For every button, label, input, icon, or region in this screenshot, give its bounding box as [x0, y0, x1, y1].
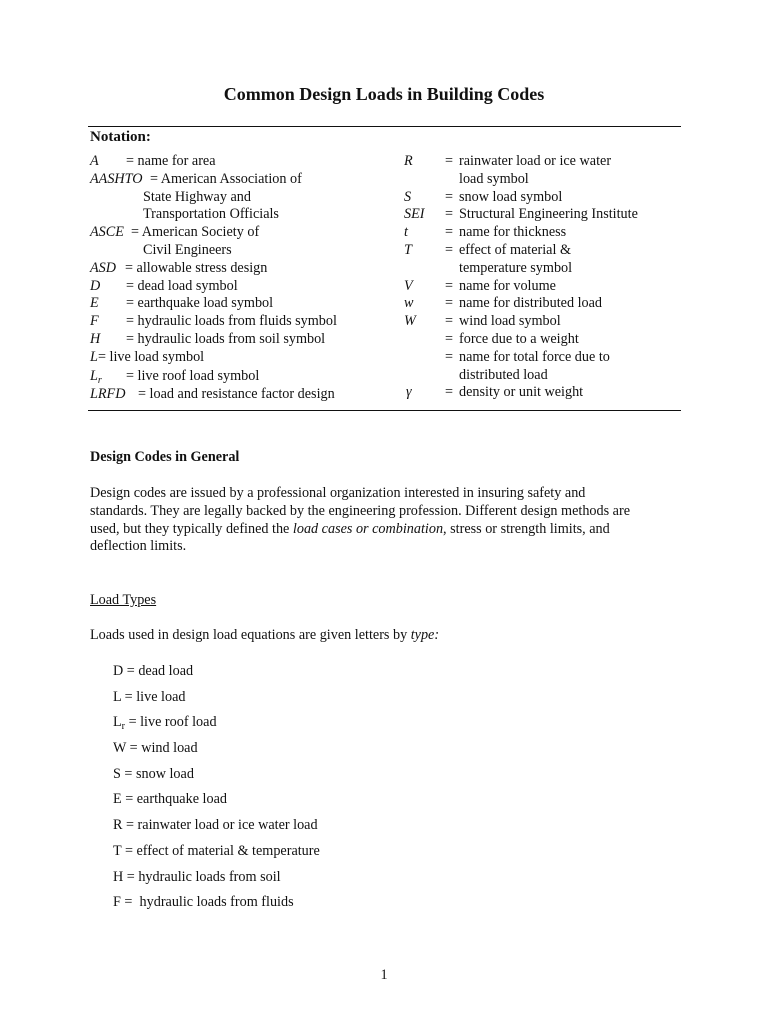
notation-desc: = earthquake load symbol: [126, 295, 274, 312]
notation-desc-continued: Civil Engineers: [143, 241, 232, 258]
list-item: $L_r$ = live roof load: [113, 714, 217, 733]
notation-top-rule: [88, 126, 681, 127]
notation-symbol: AASHTO: [90, 170, 143, 187]
notation-symbol: W: [404, 313, 416, 330]
notation-symbol: SEI: [404, 206, 425, 223]
paragraph-line: Design codes are issued by a professional organization interested in insuring safety and: [90, 485, 586, 501]
notation-entry-h: [90, 331, 400, 349]
notation-entry-w-upper-alt: [404, 331, 694, 349]
notation-desc: = live roof load symbol: [126, 367, 260, 384]
notation-entry-e: [90, 295, 400, 313]
notation-entry-v: [404, 278, 694, 296]
notation-symbol: ASCE: [90, 224, 124, 241]
notation-symbol: R: [404, 153, 413, 169]
notation-symbol: $L_r$: [90, 367, 102, 386]
notation-desc: rainwater load or ice water: [459, 153, 612, 169]
notation-equals: =: [445, 313, 454, 330]
notation-entry-asd: [90, 260, 400, 278]
notation-entry-r: [404, 153, 694, 171]
page-title: Common Design Loads in Building Codes: [223, 84, 545, 104]
notation-desc: = allowable stress design: [125, 259, 268, 276]
notation-desc: = load and resistance factor design: [138, 386, 335, 403]
notation-bottom-rule: [88, 410, 681, 411]
notation-entry-f: [90, 313, 400, 331]
list-item: F = hydraulic loads from fluids: [113, 894, 294, 911]
notation-entry-aashto-cont: [90, 206, 400, 224]
notation-desc-continued: Transportation Officials: [143, 206, 279, 223]
notation-heading: Notation:: [90, 129, 151, 145]
notation-equals: =: [445, 277, 454, 294]
list-item: L = live load: [113, 688, 186, 705]
notation-desc: density or unit weight: [459, 384, 584, 401]
notation-desc: force due to a weight: [459, 330, 579, 347]
notation-desc: snow load symbol: [459, 188, 563, 205]
paragraph-line: deflection limits.: [90, 538, 187, 555]
notation-entry-t-lower: [404, 224, 694, 242]
notation-entry-w-upper: [404, 313, 694, 331]
notation-desc: = hydraulic loads from fluids symbol: [126, 313, 337, 330]
notation-entry-s: [404, 189, 694, 207]
notation-equals: =: [445, 241, 454, 258]
notation-equals: =: [445, 188, 454, 205]
notation-symbol: LRFD: [90, 386, 126, 403]
notation-symbol: t: [404, 224, 408, 241]
notation-equals: =: [445, 224, 454, 241]
notation-symbol: V: [404, 277, 413, 294]
notation-entry-aashto: [90, 171, 400, 189]
notation-desc: = name for area: [126, 153, 216, 169]
notation-symbol: T: [404, 241, 412, 258]
notation-desc: name for volume: [459, 277, 556, 294]
notation-entry-w-cont: [404, 367, 694, 385]
notation-desc: = hydraulic loads from soil symbol: [126, 330, 326, 347]
notation-desc-continued: State Highway and: [143, 188, 251, 205]
notation-entry-aashto-cont: [90, 189, 400, 207]
list-item: R = rainwater load or ice water load: [113, 817, 318, 834]
page-number: 1: [380, 967, 388, 983]
list-item: E = earthquake load: [113, 791, 227, 808]
notation-entry-sei: [404, 206, 694, 224]
notation-desc: = dead load symbol: [126, 277, 238, 294]
notation-entry-lrfd: [90, 386, 400, 404]
section-paragraph: [90, 485, 680, 556]
notation-entry-l: [90, 349, 400, 367]
load-types-intro: Loads used in design load equations are given letters by type:: [90, 627, 440, 643]
notation-entry-d: [90, 278, 400, 296]
notation-desc-continued: distributed load: [459, 366, 548, 383]
notation-equals: =: [445, 206, 454, 223]
emphasis-text: type:: [410, 627, 440, 643]
notation-entry-w-lower: [404, 295, 694, 313]
section-heading: Design Codes in General: [90, 449, 240, 465]
notation-equals: =: [445, 330, 454, 347]
notation-symbol: A: [90, 153, 99, 169]
notation-entry-t-upper: [404, 242, 694, 260]
notation-desc: wind load symbol: [459, 313, 561, 330]
notation-desc: Structural Engineering Institute: [459, 206, 638, 223]
list-item: S = snow load: [113, 765, 194, 782]
notation-desc: name for thickness: [459, 224, 567, 241]
notation-desc: effect of material &: [459, 241, 571, 258]
notation-desc-continued: load symbol: [459, 170, 529, 187]
notation-equals: =: [445, 384, 454, 401]
list-item: W = wind load: [113, 740, 198, 757]
notation-symbol: ASD: [90, 259, 117, 276]
load-types-heading: Load Types: [90, 592, 157, 608]
notation-equals: =: [445, 348, 454, 365]
list-item: T = effect of material & temperature: [113, 842, 320, 859]
notation-equals: =: [445, 295, 454, 312]
notation-equals: =: [445, 153, 454, 169]
notation-symbol: S: [404, 188, 412, 205]
notation-symbol: H: [90, 330, 101, 347]
load-types-list: [113, 662, 320, 919]
notation-desc: = American Association of: [150, 170, 302, 187]
notation-symbol: E: [90, 295, 99, 312]
notation-right-column: [404, 153, 694, 402]
notation-entry-asce: [90, 224, 400, 242]
notation-symbol: w: [404, 295, 414, 312]
notation-desc: name for total force due to: [459, 348, 610, 365]
notation-symbol: F: [90, 313, 99, 330]
notation-desc: name for distributed load: [459, 295, 603, 312]
paragraph-line: standards. They are legally backed by the engineering profession. Different design methods are: [90, 502, 630, 519]
notation-desc: = live load symbol: [98, 348, 205, 365]
list-item: H = hydraulic loads from soil: [113, 868, 281, 885]
notation-left-column: [90, 153, 400, 404]
notation-entry-w-upper-alt2: [404, 349, 694, 367]
notation-symbol: L: [90, 348, 98, 365]
notation-desc-continued: temperature symbol: [459, 259, 573, 276]
notation-symbol: D: [90, 277, 101, 294]
emphasis-text: load cases or combination: [292, 520, 444, 537]
notation-desc: = American Society of: [131, 224, 260, 241]
paragraph-line: used, but they typically defined the load cases or combination, stress or strength limits, and: [90, 520, 610, 537]
list-item: D = dead load: [113, 663, 194, 679]
notation-symbol: γ: [406, 384, 412, 401]
notation-entry-r-cont: [404, 171, 694, 189]
notation-entry-asce-cont: [90, 242, 400, 260]
notation-entry-t-cont: [404, 260, 694, 278]
notation-entry-lr: [90, 367, 400, 387]
notation-entry-gamma: [404, 384, 694, 402]
notation-entry-a: [90, 153, 400, 171]
